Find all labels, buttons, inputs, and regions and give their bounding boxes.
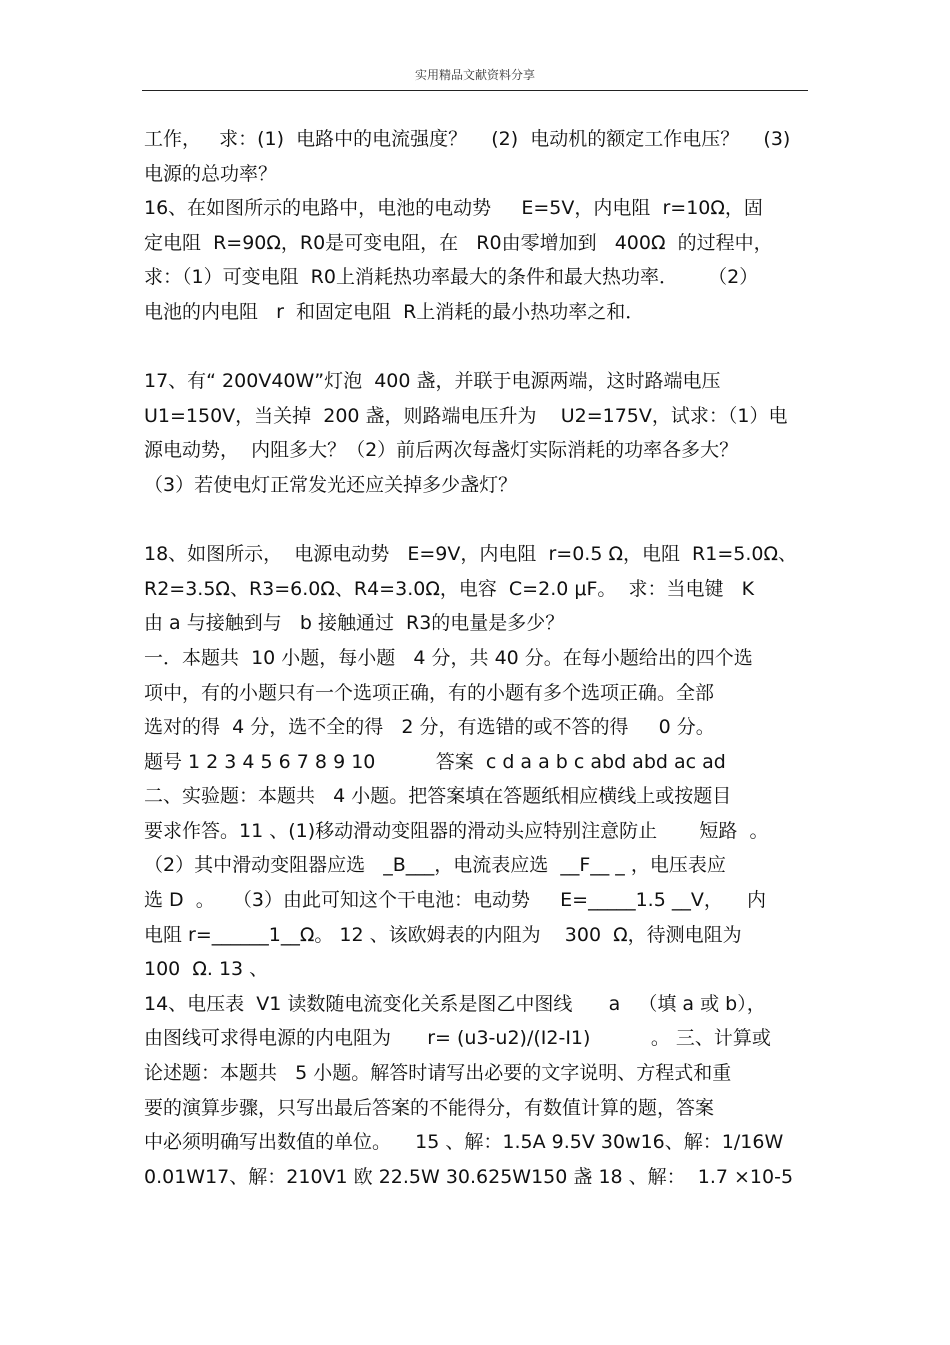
text-line: 由图线可求得电源的内电阻为 r= (u3-u2)/(I2-I1) 。 三、计算或 — [144, 1027, 771, 1050]
text-line: 求：（1）可变电阻 R0上消耗热功率最大的条件和最大热功率． （2） — [144, 266, 759, 289]
blank-line — [144, 503, 834, 538]
text-line: 要求作答。11 、(1)移动滑动变阻器的滑动头应特别注意防止 短路 。 — [144, 819, 769, 842]
text-line: （2）其中滑动变阻器应选 _B___，电流表应选 __F__ _ ，电压表应 — [144, 854, 726, 877]
blank-line — [144, 330, 834, 365]
text-line: 选 D 。 （3）由此可知这个干电池：电动势 E=_____1.5 __V， 内 — [144, 889, 766, 912]
page-header-title: 实用精品文献资料分享 — [414, 68, 535, 82]
text-line: 一．本题共 10 小题，每小题 4 分，共 40 分。在每小题给出的四个选 — [144, 646, 753, 669]
text-line: 0.01W17、解：210V1 欧 22.5W 30.625W150 盏 18 、解： 1.7 ×10-5 — [144, 1165, 794, 1188]
text-line: 电阻 r=______1__Ω。 12 、该欧姆表的内阻为 300 Ω，待测电阻为 — [144, 923, 742, 946]
text-line: 14、电压表 V1 读数随电流变化关系是图乙中图线 a （填 a 或 b）， — [144, 992, 766, 1015]
text-line: （3）若使电灯正常发光还应关掉多少盏灯？ — [144, 473, 518, 496]
text-line: 18、如图所示， 电源电动势 E=9V，内电阻 r=0.5 Ω，电阻 R1=5.0Ω、 — [144, 543, 797, 566]
text-line: 工作， 求：(1) 电路中的电流强度？ (2) 电动机的额定工作电压？ (3) — [144, 128, 791, 150]
text-line: 选对的得 4 分，选不全的得 2 分，有选错的或不答的得 0 分。 — [144, 716, 715, 739]
document-body — [144, 122, 834, 1194]
text-line: 论述题：本题共 5 小题。解答时请写出必要的文字说明、方程式和重 — [144, 1062, 732, 1085]
text-line: U1=150V，当关掉 200 盏，则路端电压升为 U2=175V，试求：（1）电 — [144, 404, 788, 427]
text-line: 电池的内电阻 r 和固定电阻 R上消耗的最小热功率之和． — [144, 300, 645, 323]
text-line: 16、在如图所示的电路中，电池的电动势 E=5V，内电阻 r=10Ω，固 — [144, 197, 763, 220]
answer-key-line: 题号 1 2 3 4 5 6 7 8 9 10 答案 c d a a b c abd abd ac ad — [144, 750, 726, 773]
text-line: 定电阻 R=90Ω，R0是可变电阻，在 R0由零增加到 400Ω 的过程中， — [144, 231, 773, 254]
text-line: 要的演算步骤，只写出最后答案的不能得分，有数值计算的题，答案 — [144, 1096, 715, 1119]
text-line: 由 a 与接触到与 b 接触通过 R3的电量是多少？ — [144, 612, 565, 635]
text-line: 17、有“ 200V40W”灯泡 400 盏，并联于电源两端，这时路端电压 — [144, 370, 721, 393]
header-divider — [142, 90, 808, 91]
text-line: 电源的总功率？ — [144, 162, 278, 185]
text-line: 100 Ω. 13 、 — [144, 958, 269, 981]
text-line: R2=3.5Ω、R3=6.0Ω、R4=3.0Ω，电容 C=2.0 μF。 求：当电键 K — [144, 577, 755, 600]
text-line: 源电动势， 内阻多大？（2）前后两次每盏灯实际消耗的功率各多大？ — [144, 439, 739, 462]
text-line: 项中，有的小题只有一个选项正确，有的小题有多个选项正确。全部 — [144, 681, 715, 704]
text-line: 二、实验题：本题共 4 小题。把答案填在答题纸相应横线上或按题目 — [144, 785, 732, 808]
text-line: 中必须明确写出数值的单位。 15 、解：1.5A 9.5V 30w16、解：1/16W — [144, 1131, 784, 1154]
